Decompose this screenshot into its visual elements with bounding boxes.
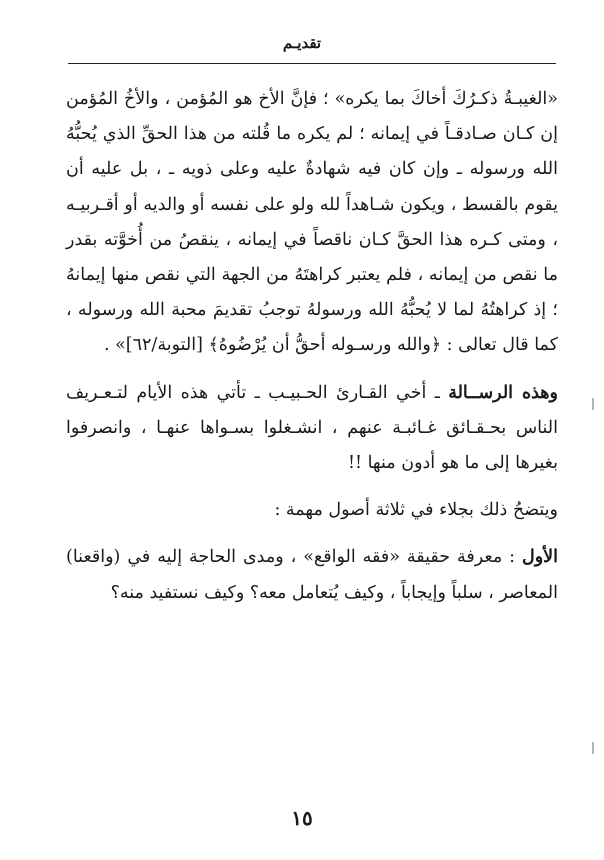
running-header-title: تقديـم <box>282 34 322 52</box>
header-divider <box>68 63 556 64</box>
paragraph-this-treatise <box>66 376 558 482</box>
page-number: ١٥ <box>291 806 313 830</box>
paragraph-lead: الأول <box>521 547 558 568</box>
paragraph-text: : معرفة حقيقة «فقه الواقع» ، ومدى الحاجة إليه في (واقعنا) المعاصر ، سلباً وإيجاباً ، وكيف يُتعامل معه؟ وكيف نستفيد منه؟ <box>66 547 558 603</box>
paragraph-first-principle <box>66 540 558 610</box>
paragraph-lead: وهذه الرســالة <box>448 382 558 403</box>
scan-artifact-mark <box>592 398 594 410</box>
main-text-block <box>66 82 558 611</box>
paragraph-text: «الغيبـةُ ذكـرُكَ أخاكَ بما يكره» ؛ فإنَّ الأخ هو المُؤمن ، والأخُ المُؤمن إن كـان صـادقـاً في إيمانه ؛ لم يكره ما قُلته من هذا الحقِّ الذي يُحبُّهُ الله ورسوله ـ وإن كان فيه شهادةٌ عليه وعلى ذويه ـ ، بل عليه أن يقوم بالقسط ، ويكون شـاهداً لله ولو على نفسه أو والديه أو أقـربيـه ، ومتى كـره هذا الحقَّ كـان ناقصاً في إيمانه ، ينقصُ من أُخوَّته بقدر ما نقص من إيمانه ، فلم يعتبر كراهتَهُ من الجهة التي نقص منها إيمانهُ ؛ إذ كراهتُهُ لما لا يُحبُّهُ الله ورسولهُ توجبُ تقديمَ محبة الله ورسوله ، كما قال تعالى : ﴿والله ورسـوله أحقُّ أن يُرْضُوهُ﴾ [التوبة/٦٢]» . <box>66 89 558 356</box>
paragraph-text: ويتضحُ ذلك بجلاء في ثلاثة أصول مهمة : <box>274 500 558 521</box>
paragraph-three-principles-intro <box>66 493 558 528</box>
paragraph-backbiting-definition <box>66 82 558 364</box>
scan-artifact-mark <box>592 742 594 754</box>
paragraph-text: ـ أخي القـارئ الحـبيـب ـ تأتي هذه الأيام لتـعـريف الناس بحـقـائق غـائبـة عنهم ، انشـغلوا بسـواها عنهـا ، وانصرفوا بغيرها إلى ما هو أدون منها !! <box>66 382 558 474</box>
